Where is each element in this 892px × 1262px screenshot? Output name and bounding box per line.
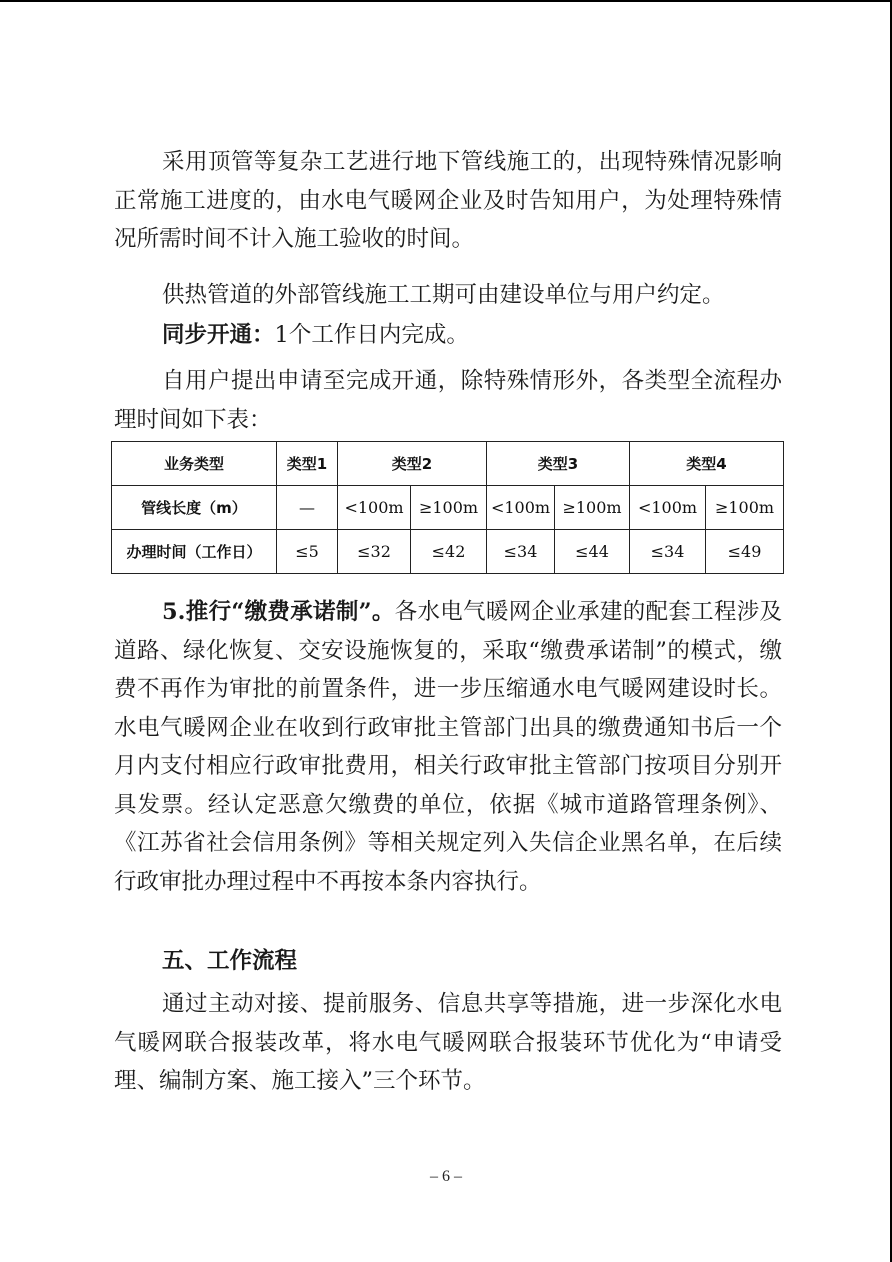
time-cell: ≤34 [487,530,555,574]
paragraph-fee-commitment [114,593,782,901]
time-cell: ≤49 [706,530,784,574]
time-cell: ≤42 [411,530,487,574]
page-number: – 6 – [430,1168,462,1185]
sync-opening-text: 1个工作日内完成。 [274,322,469,348]
table-row-length [112,486,784,530]
page-border-top [0,0,892,2]
row-label-length: 管线长度（m） [112,486,277,530]
time-cell: ≤32 [338,530,411,574]
header-type1: 类型1 [277,442,338,486]
time-cell: ≤34 [630,530,706,574]
row-label-time: 办理时间（工作日） [112,530,277,574]
header-type2: 类型2 [338,442,487,486]
fee-commitment-lead: 5.推行“缴费承诺制”。 [162,599,395,625]
header-business-type: 业务类型 [112,442,277,486]
length-cell: <100m [338,486,411,530]
length-cell: ≥100m [555,486,630,530]
length-cell: <100m [630,486,706,530]
paragraph-sync-opening [114,316,782,355]
paragraph-heating-pipeline: 供热管道的外部管线施工工期可由建设单位与用户约定。 [162,282,725,308]
length-cell: <100m [487,486,555,530]
length-type1: — [277,486,338,530]
fee-commitment-text: 各水电气暖网企业承建的配套工程涉及道路、绿化恢复、交安设施恢复的，采取“缴费承诺制”的模式，缴费不再作为审批的前置条件，进一步压缩通水电气暖网建设时长。水电气暖网企业在收到行政审批主管部门出具的缴费通知书后一个月内支付相应行政审批费用，相关行政审批主管部门按项目分别开具发票。经认定恶意欠缴费的单位，依据《城市道路管理条例》、《江苏省社会信用条例》等相关规定列入失信企业黑名单，在后续行政审批办理过程中不再按本条内容执行。 [114,599,782,895]
paragraph-table-intro: 自用户提出申请至完成开通，除特殊情形外，各类型全流程办理时间如下表： [114,368,782,433]
header-type3: 类型3 [487,442,630,486]
length-cell: ≥100m [706,486,784,530]
paragraph-workflow: 通过主动对接、提前服务、信息共享等措施，进一步深化水电气暖网联合报装改革，将水电气暖网联合报装环节优化为“申请受理、编制方案、施工接入”三个环节。 [114,991,782,1094]
paragraph-special-conditions: 采用顶管等复杂工艺进行地下管线施工的，出现特殊情况影响正常施工进度的，由水电气暖网企业及时告知用户，为处理特殊情况所需时间不计入施工验收的时间。 [114,149,782,252]
processing-time-table [111,441,784,574]
length-cell: ≥100m [411,486,487,530]
table-header-row [112,442,784,486]
table-row-time [112,530,784,574]
time-cell: ≤44 [555,530,630,574]
time-type1: ≤5 [277,530,338,574]
header-type4: 类型4 [630,442,784,486]
section-heading-workflow: 五、工作流程 [162,948,298,974]
sync-opening-lead: 同步开通： [162,322,275,348]
